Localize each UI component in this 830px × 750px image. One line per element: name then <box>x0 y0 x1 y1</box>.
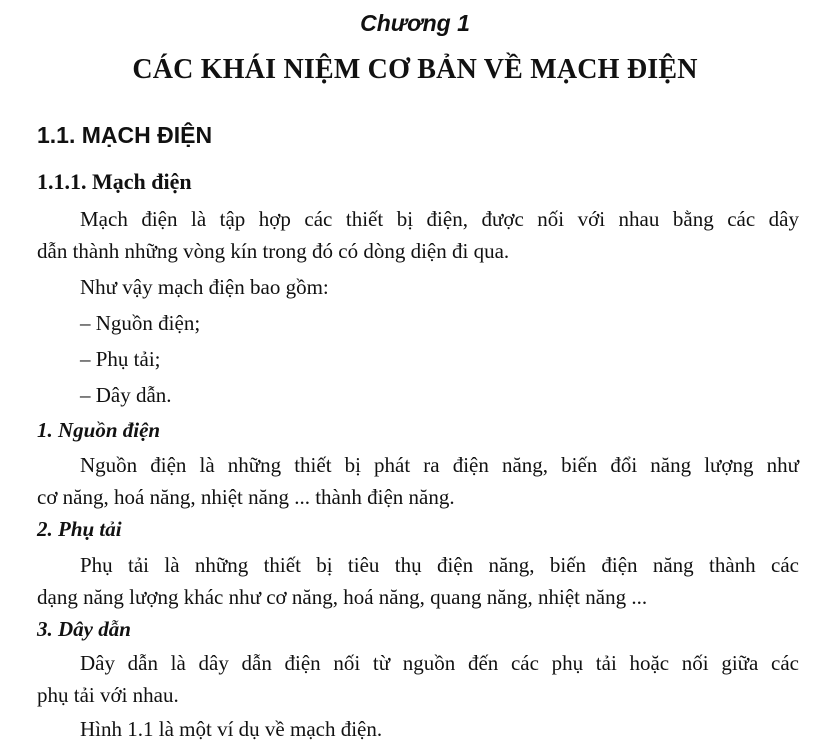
item-line-1: Phụ tải là những thiết bị tiêu thụ điện năng, biến điện năng thành các <box>80 553 799 577</box>
component-item: – Dây dẫn. <box>80 383 172 407</box>
item-line-1: Dây dẫn là dây dẫn điện nối từ nguồn đến các phụ tải hoặc nối giữa các <box>80 651 799 675</box>
item-line-2: cơ năng, hoá năng, nhiệt năng ... thành điện năng. <box>37 485 455 509</box>
intro-line-2: dẫn thành những vòng kín trong đó có dòng diện đi qua. <box>37 239 510 263</box>
subsection-heading: 1.1.1. Mạch điện <box>37 169 192 194</box>
figure-note: Hình 1.1 là một ví dụ về mạch điện. <box>80 717 383 741</box>
item-heading-wire: 3. Dây dẫn <box>37 617 131 641</box>
item-paragraph-load <box>37 549 799 613</box>
item-heading-load: 2. Phụ tải <box>37 517 122 541</box>
item-paragraph-wire <box>37 647 799 711</box>
chapter-title: CÁC KHÁI NIỆM CƠ BẢN VỀ MẠCH ĐIỆN <box>132 54 698 85</box>
item-line-2: phụ tải với nhau. <box>37 683 179 707</box>
item-heading-power-source: 1. Nguồn điện <box>37 418 161 442</box>
intro-paragraph <box>37 203 799 267</box>
chapter-label: Chương 1 <box>360 10 470 36</box>
item-line-1: Nguồn điện là những thiết bị phát ra điện năng, biến đổi năng lượng như <box>80 453 799 477</box>
item-line-2: dạng năng lượng khác như cơ năng, hoá năng, quang năng, nhiệt năng ... <box>37 585 648 609</box>
section-heading: 1.1. MẠCH ĐIỆN <box>37 122 213 148</box>
intro-line-1: Mạch điện là tập hợp các thiết bị điện, được nối với nhau bằng các dây <box>80 207 799 231</box>
components-intro: Như vậy mạch điện bao gồm: <box>80 275 329 299</box>
component-item: – Phụ tải; <box>80 347 161 371</box>
component-item: – Nguồn điện; <box>80 311 201 335</box>
item-paragraph-power-source <box>37 449 799 513</box>
